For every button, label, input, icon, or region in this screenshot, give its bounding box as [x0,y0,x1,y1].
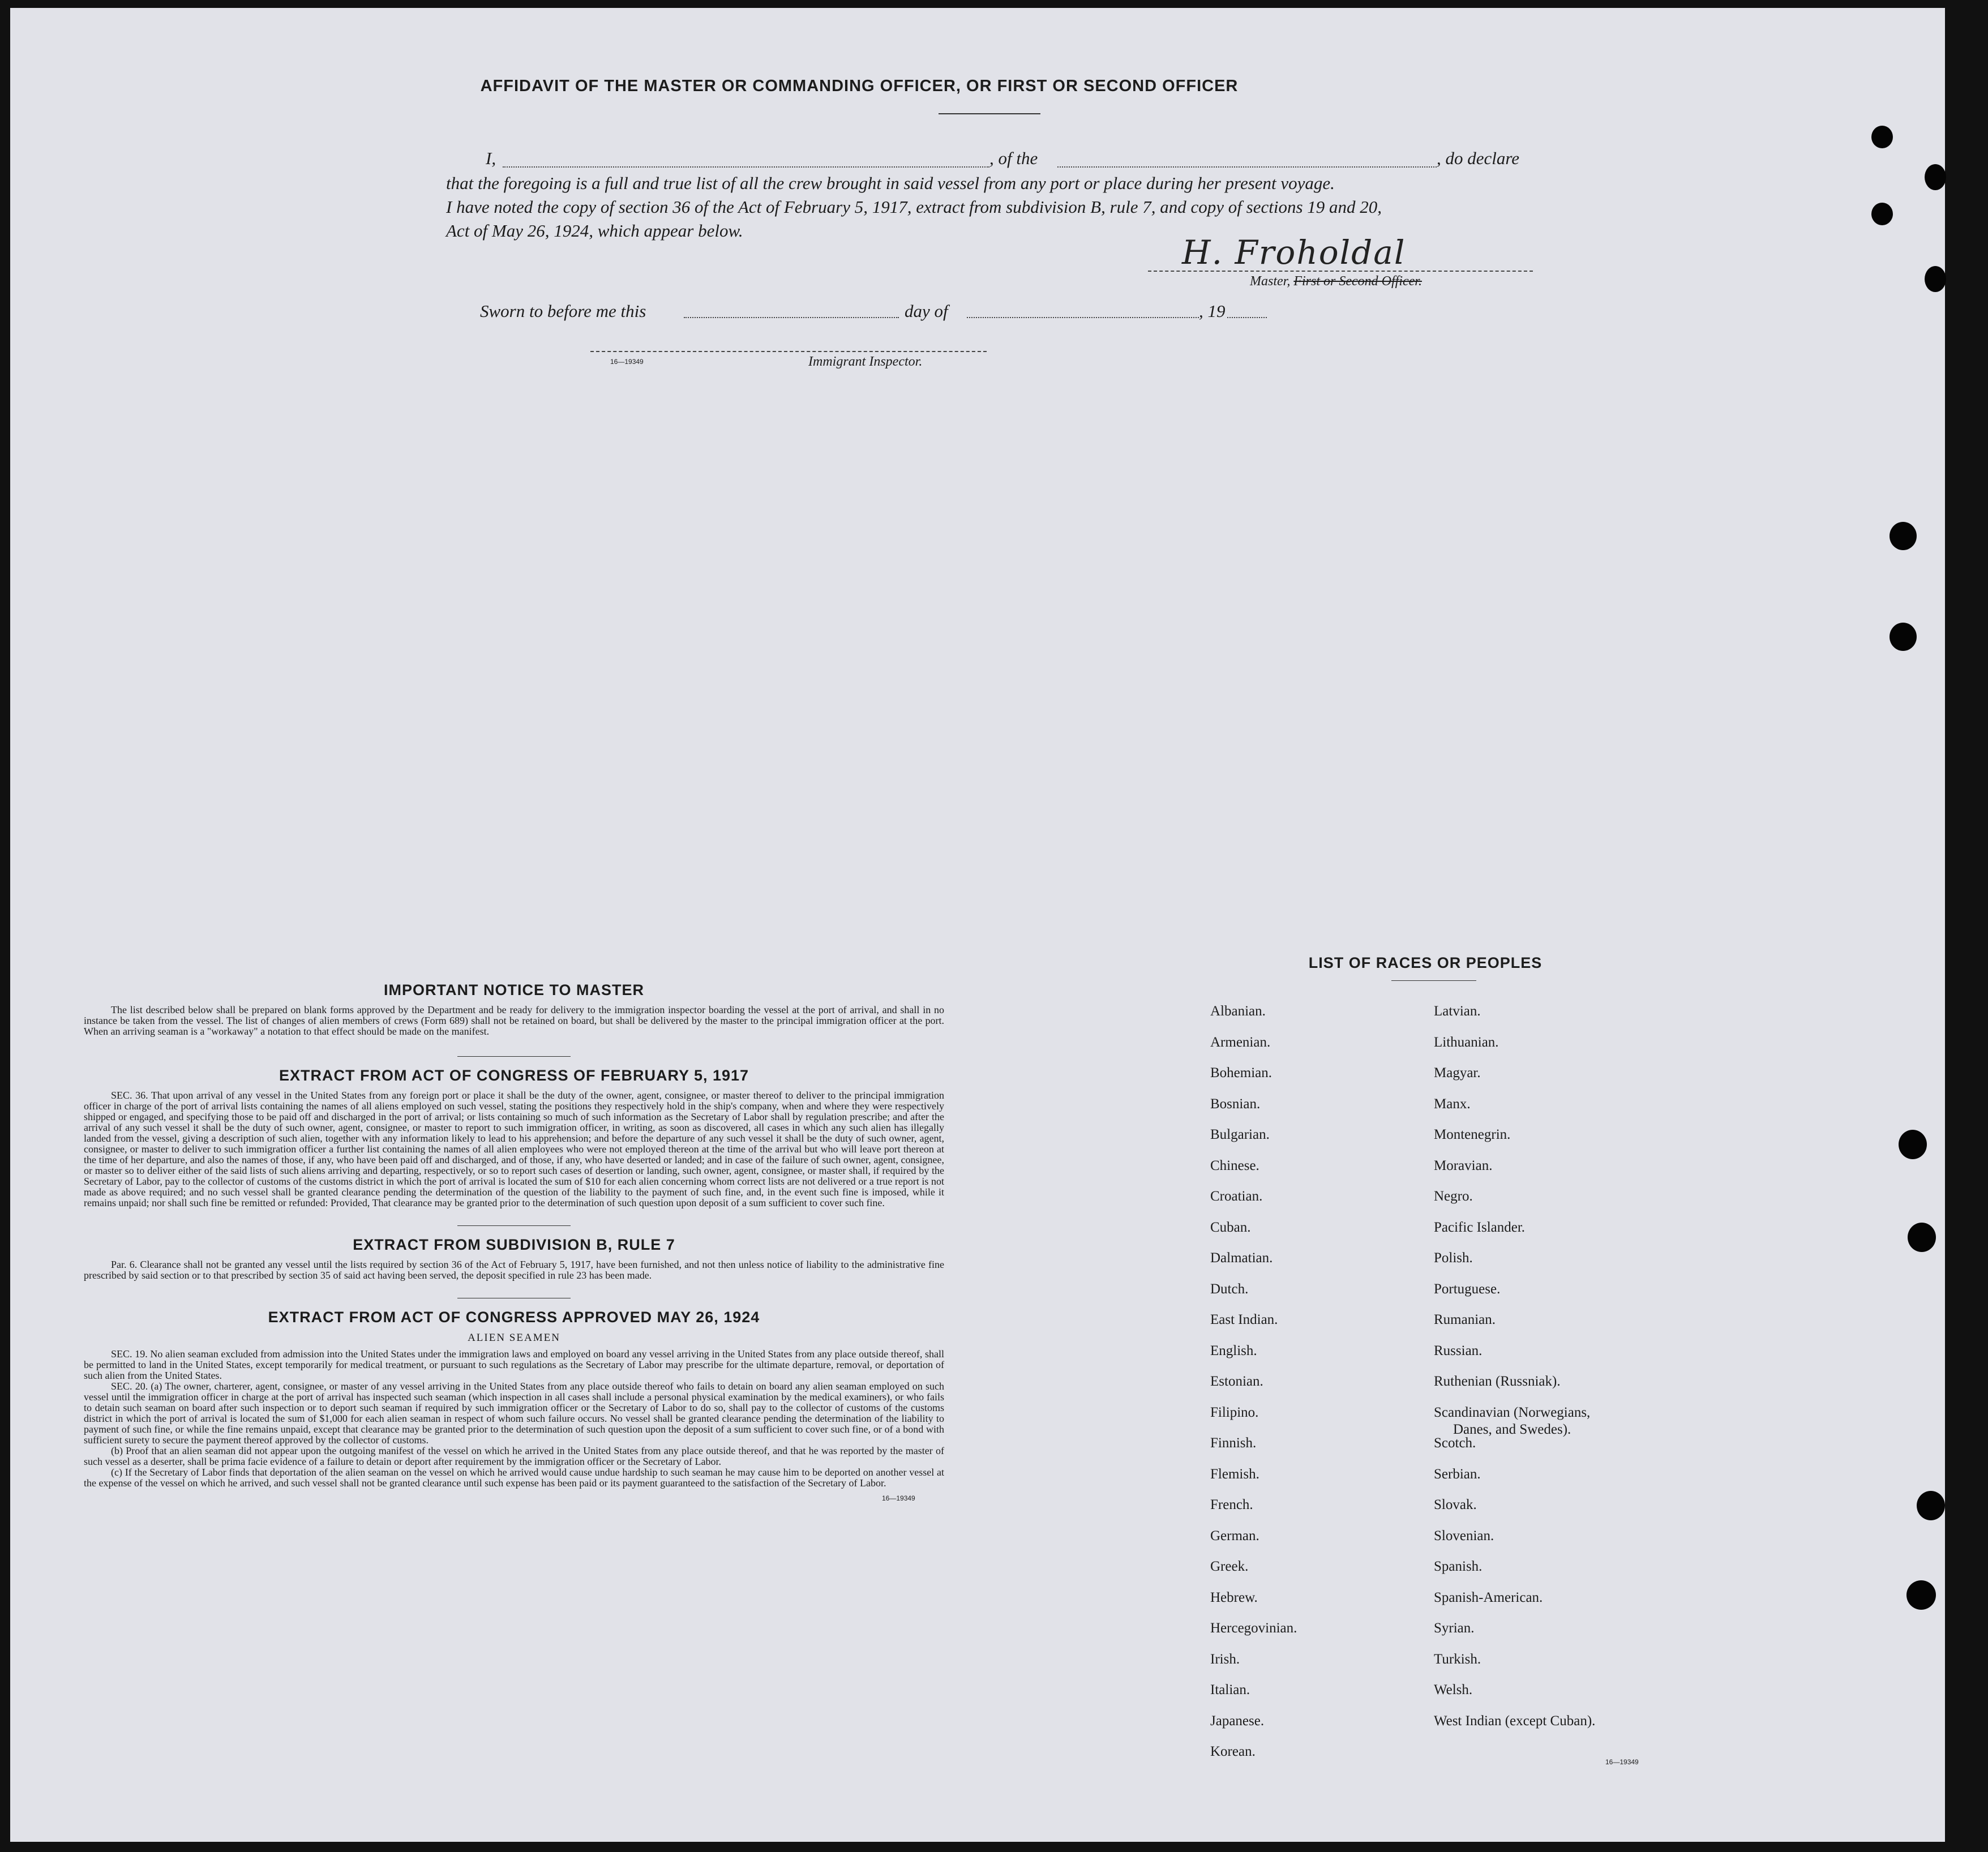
binder-hole [1899,1130,1927,1159]
year-blank[interactable] [1227,317,1267,318]
race-item: Korean. [1210,1744,1256,1759]
signature-line [1148,271,1533,272]
alien-seamen-subtitle: ALIEN SEAMEN [468,1332,560,1344]
name-blank[interactable] [503,166,989,168]
races-title: LIST OF RACES OR PEOPLES [1308,954,1543,971]
affidavit-line2: that the foregoing is a full and true list of all the crew brought in said vessel from any port or place during her present voyage. [446,173,1335,193]
affidavit-of-the: , of the [989,148,1038,168]
race-item: Japanese. [1210,1713,1265,1729]
race-item: East Indian. [1210,1312,1278,1327]
extract-1917-title: EXTRACT FROM ACT OF CONGRESS OF FEBRUARY 5, 1917 [279,1067,749,1084]
race-item: Portuguese. [1434,1281,1501,1297]
extract-rule7-title: EXTRACT FROM SUBDIVISION B, RULE 7 [353,1236,675,1253]
form-number-right: 16—19349 [1605,1758,1639,1766]
race-item: Latvian. [1434,1004,1481,1019]
year-prefix: , 19 [1199,301,1226,321]
master-signature: H. Froholdal [1182,233,1406,272]
race-item: Welsh. [1434,1682,1473,1697]
binder-hole [1871,126,1893,148]
race-item: Montenegrin. [1434,1127,1511,1142]
race-item: Magyar. [1434,1065,1481,1081]
race-item: Cuban. [1210,1219,1251,1235]
race-item: Dutch. [1210,1281,1249,1297]
divider [457,1225,571,1226]
notice-column [84,981,944,1502]
race-item: Italian. [1210,1682,1250,1697]
race-item: Polish. [1434,1250,1473,1266]
race-item: Ruthenian (Russniak). [1434,1374,1561,1389]
race-item: Rumanian. [1434,1312,1496,1327]
day-of-text: day of [905,301,948,321]
race-item: Negro. [1434,1189,1473,1204]
race-item: Hebrew. [1210,1589,1258,1605]
extract-1924-title: EXTRACT FROM ACT OF CONGRESS APPROVED MAY 26, 1924 [268,1309,760,1326]
extract-1917-text: SEC. 36. That upon arrival of any vessel in the United States from any foreign port or place it shall be the duty of the owner, agent, consignee, or master thereof to deliver to the principal immigration officer in charge of the port of arrival lists containing the names of all aliens employed on such vessel, stating the positions they respectively hold in the ship's company, when and where they were respectively shipped or engaged, and specifying those to be paid off and discharged in the port of arrival; or lists containing so much of such information as the Secretary of Labor shall by regulation prescribe; and after the arrival of any such vessel it shall be the duty of such owner, agent, consignee, or master to report to such immigration officer, in writing, as soon as discovered, all cases in which any such alien has illegally landed from the vessel, giving a description of such alien, together with any information likely to lead to his apprehension; and before the departure of any such vessel it shall be the duty of such owner, agent, consignee, or master to deliver to such immigration officer a further list containing the names of all alien employees who were not employed thereon at the time of the arrival but who will leave port thereon at the time of her departure, and also the names of those, if any, who have been paid off and discharged, and of those, if any, who have deserted or landed; and in case of the failure of such owner, agent, consignee, or master so to deliver either of the said lists of such aliens arriving and departing, respectively, or so to report such cases of desertion or landing, such owner, agent, consignee, or master shall, if required by the Secretary of Labor, pay to the collector of customs of the customs district in which the port of arrival is located the sum of $10 for each alien concerning whom correct lists are not delivered or a true report is not made as above required; and no such vessel shall be granted clearance pending the determination of the question of the liability to the payment of such fine, and, in the event such fine is imposed, while it remains unpaid; nor shall such fine be remitted or refunded: Provided, That clearance may be granted prior to the determination of such question upon deposit of a sum sufficient to cover such fine. [84,1090,944,1208]
race-item: Slovak. [1434,1497,1477,1512]
race-item: Bohemian. [1210,1065,1273,1081]
inspector-line [590,351,987,352]
affidavit-i: I, [486,148,496,168]
race-item: Flemish. [1210,1466,1259,1482]
race-item: Greek. [1210,1559,1249,1574]
binder-hole [1890,522,1917,550]
sec19-text: SEC. 19. No alien seaman excluded from admission into the United States under the immigration laws and employed on board any vessel arriving in the United States from any place outside thereof, shall be permitted to land in the United States, except temporarily for medical treatment, or pursuant to such regulations as the Secretary of Labor may prescribe for the ultimate departure, removal, or deportation of such alien from the United States. [84,1348,944,1381]
notice-text: The list described below shall be prepared on blank forms approved by the Department and be ready for delivery to the immigration inspector boarding the vessel at the port of arrival, and shall in no instance be taken from the vessel. The list of changes of alien members of crews (Form 689) shall not be retained on board, but shall be delivered by the master to the principal immigration officer at the port. When an arriving seaman is a "workaway" a notation to that effect should be made on the manifest. [84,1004,944,1037]
form-number-top: 16—19349 [610,358,644,366]
binder-hole [1906,1580,1936,1610]
caption-master: Master, [1250,274,1291,289]
race-item: Bulgarian. [1210,1127,1270,1142]
binder-hole [1925,164,1946,190]
race-item: Dalmatian. [1210,1250,1273,1266]
race-item: Croatian. [1210,1189,1263,1204]
vessel-blank[interactable] [1057,166,1437,168]
races-rule [1391,980,1476,981]
sec20a-text: SEC. 20. (a) The owner, charterer, agent, consignee, or master of any vessel arriving in the United States from any place outside thereof who fails to detain on board any alien seaman employed on such vessel until the immigration officer in charge at the port of arrival has inspected such seaman (which inspection in all cases shall include a personal physical examination by the medical examiners), or who fails to detain such seaman on board after such inspection or to deport such seaman if required by such immigration officer or the Secretary of Labor to do so, shall pay to the collector of customs of the customs district in which the port of arrival is located the sum of $1,000 for each alien seaman in respect of whom such failure occurs. No vessel shall be granted clearance pending the determination of the liability to payment of such fine, or while the fine remains unpaid, except that clearance may be granted prior to the determination of such question upon the deposit of a sum sufficient to cover such fine, or of a bond with sufficient surety to secure the payment thereof approved by the collector of customs. [84,1381,944,1446]
race-item: Scotch. [1434,1435,1476,1451]
race-item: Armenian. [1210,1034,1271,1050]
race-item: Lithuanian. [1434,1034,1499,1050]
race-item: Scandinavian (Norwegians, [1434,1404,1591,1420]
affidavit-title: AFFIDAVIT OF THE MASTER OR COMMANDING OFFICER, OR FIRST OR SECOND OFFICER [480,77,1239,95]
binder-hole [1917,1491,1945,1520]
form-number-left: 16—19349 [882,1494,915,1502]
affidavit-line3: I have noted the copy of section 36 of the Act of February 5, 1917, extract from subdivision B, rule 7, and copy of sections 19 and 20, [446,197,1382,217]
caption-struck-officer: First or Second Officer. [1293,274,1422,289]
month-blank[interactable] [967,317,1199,318]
race-item: Slovenian. [1434,1528,1494,1544]
race-item: English. [1210,1343,1257,1358]
affidavit-do-declare: , do declare [1437,148,1520,168]
sworn-text: Sworn to before me this [480,301,646,321]
races-left-column [1210,1003,1437,1784]
signature-caption [1250,274,1422,289]
document-page [10,8,1945,1842]
inspector-caption: Immigrant Inspector. [808,354,923,369]
race-item: Hercegovinian. [1210,1620,1297,1636]
day-blank[interactable] [684,317,899,318]
binder-hole [1871,203,1893,225]
race-item: French. [1210,1497,1253,1512]
race-item: Danes, and Swedes). [1453,1421,1571,1437]
race-item: West Indian (except Cuban). [1434,1713,1596,1729]
race-item: Spanish. [1434,1559,1483,1574]
race-item: Turkish. [1434,1651,1481,1667]
sec20c-text: (c) If the Secretary of Labor finds that deportation of the alien seaman on the vessel on which he arrived would cause undue hardship to such seaman he may cause him to be deported on another vessel at the expense of the vessel on which he arrived, and such vessel shall not be granted clearance until such expense has been paid or its payment guaranteed to the satisfaction of the Secretary of Labor. [84,1467,944,1489]
races-right-column [1434,1003,1728,1784]
race-item: Finnish. [1210,1435,1257,1451]
title-rule [939,113,1040,114]
notice-title: IMPORTANT NOTICE TO MASTER [384,981,644,998]
race-item: Russian. [1434,1343,1483,1358]
race-item: Syrian. [1434,1620,1475,1636]
binder-hole [1890,623,1917,651]
race-item: Spanish-American. [1434,1589,1543,1605]
binder-hole [1925,266,1946,292]
race-item: Bosnian. [1210,1096,1261,1112]
race-item: Estonian. [1210,1374,1263,1389]
race-item: Irish. [1210,1651,1240,1667]
affidavit-line4: Act of May 26, 1924, which appear below. [446,221,743,241]
race-item: Manx. [1434,1096,1471,1112]
binder-hole [1908,1223,1936,1252]
sec20b-text: (b) Proof that an alien seaman did not appear upon the outgoing manifest of the vessel on which he arrived in the United States from any place outside thereof, and that he was reported by the master of such vessel as a deserter, shall be prima facie evidence of a failure to detain or deport after requirement by the immigration officer or the Secretary of Labor. [84,1445,944,1467]
race-item: Serbian. [1434,1466,1481,1482]
divider [457,1056,571,1057]
race-item: Pacific Islander. [1434,1219,1526,1235]
race-item: Albanian. [1210,1004,1266,1019]
race-item: German. [1210,1528,1259,1544]
extract-rule7-text: Par. 6. Clearance shall not be granted any vessel until the lists required by section 36 of the Act of February 5, 1917, have been furnished, and not then unless notice of liability to the administrative fine prescribed by said section or to that prescribed by section 35 of said act having been served, the deposit specified in rule 23 has been made. [84,1259,944,1281]
race-item: Filipino. [1210,1404,1259,1420]
race-item: Chinese. [1210,1158,1259,1173]
race-item: Moravian. [1434,1158,1493,1173]
